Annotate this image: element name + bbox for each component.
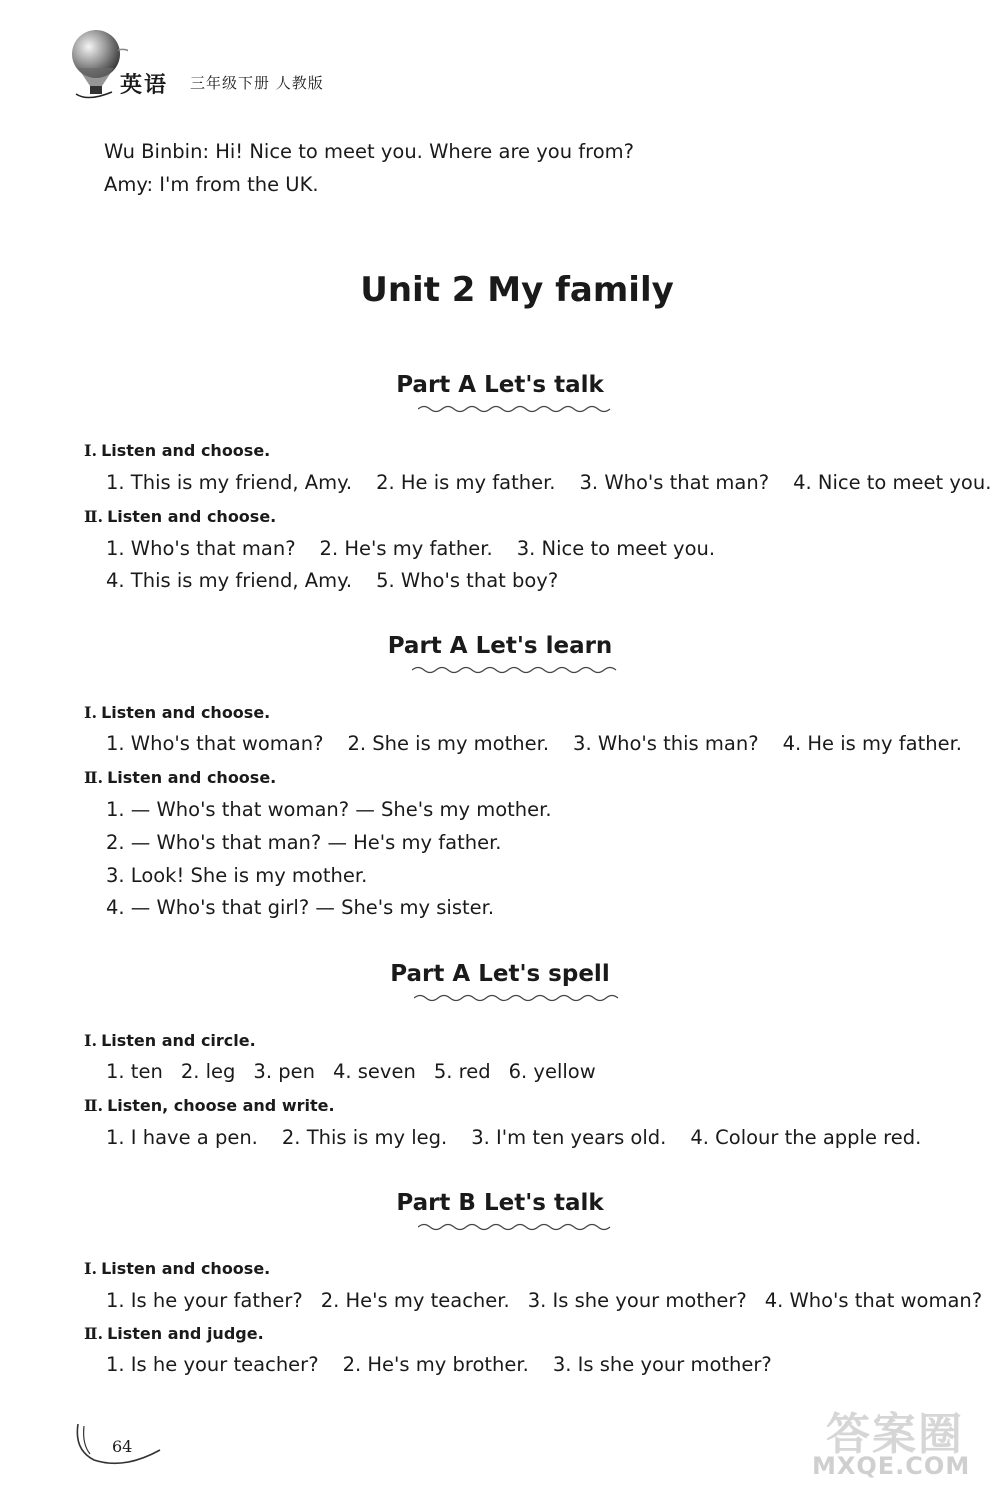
- part-a-lets-talk-title: Part A Let's talk: [396, 372, 604, 398]
- answer-item: 1. This is my friend, Amy.: [106, 471, 353, 494]
- answer-item: 1. Who's that woman?: [106, 732, 324, 755]
- answer-line: [106, 1289, 982, 1312]
- answer-item: 2. He is my father.: [376, 471, 556, 494]
- exercise-instruction: Listen and choose.: [107, 768, 277, 787]
- watermark-logo: 答案圈: [826, 1409, 964, 1460]
- dialogue-line-1: Wu Binbin: Hi! Nice to meet you. Where are you from?: [104, 140, 634, 163]
- answer-item: 4. Colour the apple red.: [690, 1126, 922, 1149]
- watermark-text: MXQE.COM: [812, 1452, 971, 1480]
- answer-line: 2. — Who's that man? — He's my father.: [106, 831, 502, 854]
- exercise-title: [84, 441, 270, 460]
- wave-underline: [414, 993, 622, 1003]
- answer-line: [106, 569, 582, 592]
- answer-line: [106, 1126, 921, 1149]
- answer-item: 4. Who's that woman?: [764, 1289, 983, 1312]
- exercise-title: [84, 768, 276, 787]
- dialogue-line-2: Amy: I'm from the UK.: [104, 173, 319, 196]
- roman-numeral: Ⅱ.: [84, 507, 104, 526]
- answer-item: 1. ten: [106, 1060, 163, 1083]
- answer-item: 3. Nice to meet you.: [516, 537, 716, 560]
- answer-item: 1. Who's that man?: [106, 537, 296, 560]
- answer-item: 4. He is my father.: [782, 732, 962, 755]
- wave-underline: [418, 404, 618, 414]
- roman-numeral: Ⅰ.: [84, 1031, 98, 1050]
- exercise-title: [84, 1324, 264, 1343]
- answer-line: 1. — Who's that woman? — She's my mother.: [106, 798, 552, 821]
- exercise-instruction: Listen and judge.: [107, 1324, 264, 1343]
- exercise-instruction: Listen and choose.: [107, 507, 277, 526]
- exercise-instruction: Listen and choose.: [101, 441, 271, 460]
- answer-item: 5. red: [433, 1060, 491, 1083]
- exercise-instruction: Listen and choose.: [101, 703, 271, 722]
- answer-line: 3. Look! She is my mother.: [106, 864, 368, 887]
- exercise-title: [84, 1096, 335, 1115]
- answer-item: 4. seven: [332, 1060, 416, 1083]
- part-b-lets-talk-title: Part B Let's talk: [396, 1190, 604, 1216]
- answer-item: 2. This is my leg.: [281, 1126, 448, 1149]
- answer-line: [106, 537, 739, 560]
- answer-item: 1. I have a pen.: [106, 1126, 258, 1149]
- answer-line: [106, 1060, 620, 1083]
- roman-numeral: Ⅱ.: [84, 768, 104, 787]
- part-a-lets-spell-title: Part A Let's spell: [390, 961, 610, 987]
- answer-item: 3. Who's that man?: [579, 471, 770, 494]
- exercise-instruction: Listen and choose.: [101, 1259, 271, 1278]
- exercise-instruction: Listen, choose and write.: [107, 1096, 335, 1115]
- answer-line: [106, 732, 962, 755]
- roman-numeral: Ⅰ.: [84, 703, 98, 722]
- wave-underline: [412, 665, 624, 675]
- roman-numeral: Ⅰ.: [84, 1259, 98, 1278]
- answer-item: 3. I'm ten years old.: [471, 1126, 667, 1149]
- answer-line: 4. — Who's that girl? — She's my sister.: [106, 896, 495, 919]
- answer-item: 6. yellow: [508, 1060, 596, 1083]
- answer-item: 5. Who's that boy?: [376, 569, 559, 592]
- page-header: [68, 28, 468, 108]
- answer-item: 2. He's my teacher.: [320, 1289, 510, 1312]
- answer-item: 2. He's my brother.: [342, 1353, 529, 1376]
- answer-item: 3. pen: [253, 1060, 315, 1083]
- roman-numeral: Ⅰ.: [84, 441, 98, 460]
- unit-title: Unit 2 My family: [360, 270, 674, 310]
- answer-item: 2. leg: [180, 1060, 236, 1083]
- answer-line: [106, 1353, 796, 1376]
- wave-underline: [418, 1222, 618, 1232]
- answer-item: 3. Is she your mother?: [552, 1353, 772, 1376]
- answer-item: 3. Who's this man?: [573, 732, 759, 755]
- exercise-title: [84, 703, 270, 722]
- answer-line: [106, 471, 991, 494]
- grade-label: 三年级下册 人教版: [190, 74, 324, 92]
- answer-item: 4. Nice to meet you.: [793, 471, 992, 494]
- roman-numeral: Ⅱ.: [84, 1324, 104, 1343]
- answer-item: 3. Is she your mother?: [527, 1289, 747, 1312]
- exercise-title: [84, 1259, 270, 1278]
- exercise-title: [84, 1031, 256, 1050]
- page-number: 64: [112, 1437, 133, 1456]
- answer-item: 2. He's my father.: [319, 537, 493, 560]
- answer-item: 4. This is my friend, Amy.: [106, 569, 353, 592]
- exercise-title: [84, 507, 276, 526]
- hot-air-balloon-icon: [68, 28, 128, 108]
- answer-item: 1. Is he your father?: [106, 1289, 303, 1312]
- answer-item: 1. Is he your teacher?: [106, 1353, 319, 1376]
- subject-label: 英语: [120, 73, 169, 98]
- exercise-instruction: Listen and circle.: [101, 1031, 256, 1050]
- roman-numeral: Ⅱ.: [84, 1096, 104, 1115]
- part-a-lets-learn-title: Part A Let's learn: [387, 633, 613, 659]
- answer-item: 2. She is my mother.: [347, 732, 550, 755]
